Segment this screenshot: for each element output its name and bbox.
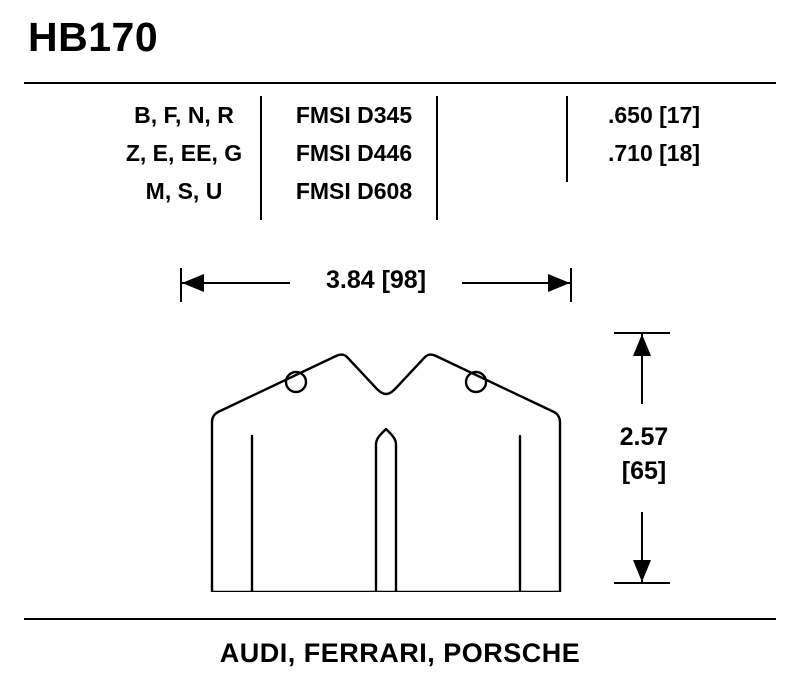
height-dimension — [614, 332, 674, 584]
divider-top — [24, 82, 776, 84]
fmsi-row: FMSI D608 — [295, 178, 413, 204]
fmsi-column — [274, 96, 434, 210]
spec-table — [24, 96, 776, 226]
arrow-down-icon — [633, 560, 651, 582]
thickness-row: .650 [17] — [607, 102, 701, 128]
height-label-mm: [65] — [621, 457, 667, 485]
thickness-row: .710 [18] — [607, 140, 701, 166]
compound-row: Z, E, EE, G — [125, 140, 243, 166]
table-divider-1 — [260, 96, 262, 220]
width-dimension-label: 3.84 [98] — [290, 266, 462, 295]
width-dimension — [180, 258, 572, 300]
brake-pad-drawing — [176, 326, 596, 592]
height-dimension-label — [592, 420, 696, 488]
compound-row: B, F, N, R — [134, 102, 234, 128]
thickness-column — [569, 96, 739, 172]
divider-bottom — [24, 618, 776, 620]
fmsi-row: FMSI D446 — [295, 140, 413, 166]
height-label-inches: 2.57 — [619, 423, 669, 451]
table-divider-2 — [436, 96, 438, 220]
compound-row: M, S, U — [145, 178, 223, 204]
vehicle-applications: AUDI, FERRARI, PORSCHE — [219, 638, 581, 668]
arrow-up-icon — [633, 334, 651, 356]
arrow-left-icon — [182, 274, 204, 292]
fmsi-row: FMSI D345 — [295, 102, 413, 128]
table-divider-3 — [566, 96, 568, 182]
width-extension-line-right — [570, 268, 572, 302]
height-extension-line-bottom — [614, 582, 670, 584]
arrow-right-icon — [548, 274, 570, 292]
compound-column — [109, 96, 259, 210]
page-title: HB170 — [28, 14, 159, 60]
